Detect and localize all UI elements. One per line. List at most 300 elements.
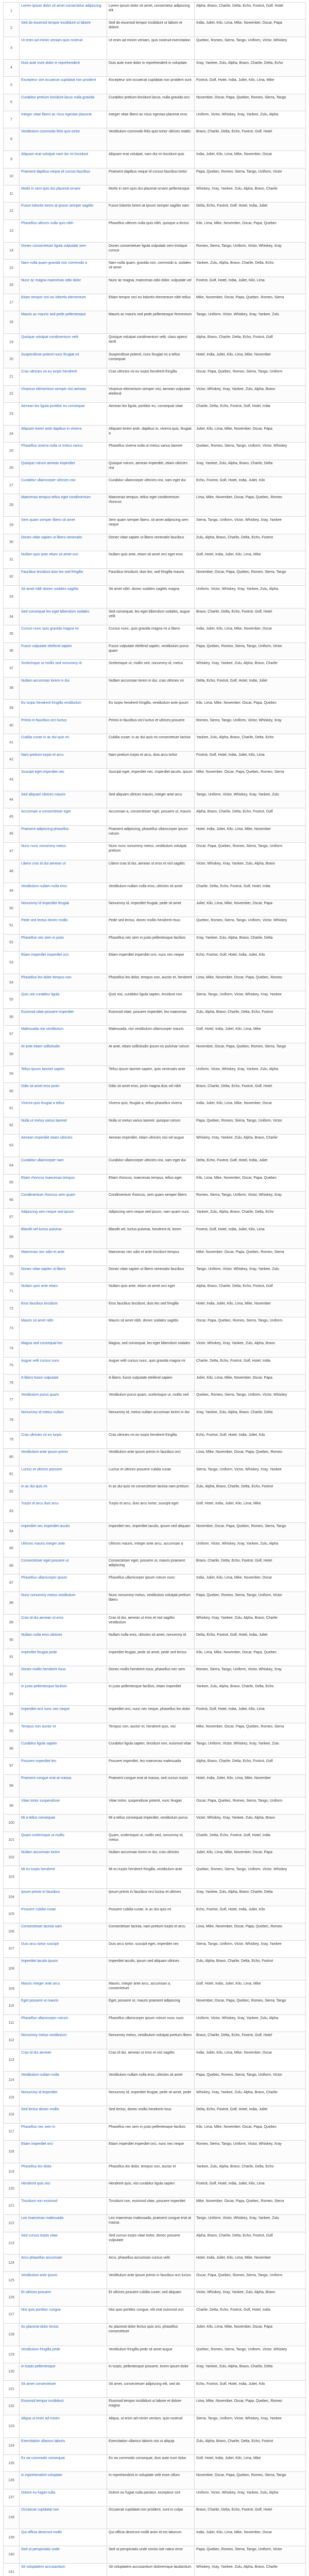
row-index: 124 — [3, 2255, 20, 2271]
table-row — [3, 2398, 306, 2415]
members-cell: Oscar, Papa, Quebec, Romeo, Sierra, Tango, Uniform — [195, 1798, 306, 1814]
members-cell: Quebec, Romeo, Sierra, Tango, Uniform, Victor, Whiskey — [195, 37, 306, 59]
table-row — [3, 2272, 306, 2289]
organization-cell: Posuere cubilia curae; in ac dui quis mi — [107, 1906, 195, 1923]
members-cell: Papa, Quebec, Romeo, Sierra, Tango, Uniform, Victor — [195, 1117, 306, 1134]
organization-cell: Nonummy metus, vestibulum volutpat pretium libero — [107, 2032, 195, 2048]
organization-cell: Tellus ipsum laoreet sapien, quis venenatis ante — [107, 1066, 195, 1082]
organization-cell: Sit amet nibh, donec sodales sagittis magna — [107, 586, 195, 608]
members-cell: Charlie, Delta, Echo, Foxtrot, Golf, Hotel, India — [195, 883, 306, 900]
members-cell: Alpha, Bravo, Charlie, Delta, Echo, Foxtrot, Golf — [195, 1758, 306, 1774]
organization-cell: Vitae tortor, suspendisse potenti, nunc feugiat — [107, 1798, 195, 1814]
table-row — [3, 1358, 306, 1375]
members-cell: Lima, Mike, November, Oscar, Papa, Quebec, Romeo — [195, 494, 306, 516]
project-name-link[interactable]: Vestibulum ante ipsum — [20, 2272, 107, 2289]
project-name-link[interactable]: Adipiscing sem neque sed ipsum — [20, 1209, 107, 1225]
table-row — [3, 1043, 306, 1066]
row-index: 93 — [3, 1683, 20, 1705]
project-name-link[interactable]: Curabitur ullamcorper nam — [20, 1157, 107, 1174]
row-index: 79 — [3, 1432, 20, 1448]
row-index: 50 — [3, 900, 20, 917]
table-row — [3, 1066, 306, 1083]
project-name-link[interactable]: Nullam accumsan lorem in dui — [20, 677, 107, 700]
project-name-link[interactable]: Nisi quis porttitor congue — [20, 2307, 107, 2323]
project-name-link[interactable]: Magna sed consequat leo — [20, 1340, 107, 1357]
table-row — [3, 2455, 306, 2472]
project-name-link[interactable]: Eu turpis hendrerit fringilla vestibulum — [20, 700, 107, 716]
organization-cell: In reprehenderit in voluptate velit esse cillum — [107, 2472, 195, 2488]
row-index: 9 — [3, 151, 20, 167]
organization-cell: Cubilia curae; in ac dui quis mi consectetuer lacinia — [107, 734, 195, 751]
project-name-link[interactable]: Maecenas tempus tellus eget condimentum — [20, 494, 107, 516]
organization-cell: Duis aute irure dolor in reprehenderit in voluptate — [107, 60, 195, 76]
project-name-link[interactable]: Mauris sit amet nibh — [20, 1317, 107, 1340]
table-row — [3, 2363, 306, 2380]
project-name-link[interactable]: Donec mollis hendrerit risus — [20, 1666, 107, 1683]
row-index: 107 — [3, 1941, 20, 1957]
organization-cell: Eiusmod tempor incididunt ut labore et dolore magna — [107, 2398, 195, 2414]
row-index: 44 — [3, 791, 20, 808]
project-name-link[interactable]: Cursus nunc quis gravida magna mi — [20, 625, 107, 642]
project-name-link[interactable]: Aenean imperdiet etiam ultricies — [20, 1134, 107, 1157]
members-cell: Uniform, Victor, Whiskey, Xray, Yankee, Zulu, Alpha — [195, 1540, 306, 1557]
row-index: 70 — [3, 1266, 20, 1282]
project-name-link[interactable]: Scelerisque ut mollis sed nonummy id — [20, 660, 107, 676]
organization-cell: Integer vitae libero ac risus egestas placerat eros — [107, 111, 195, 128]
row-index: 61 — [3, 1100, 20, 1116]
table-row — [3, 1706, 306, 1723]
organization-cell: Vestibulum ante ipsum primis in faucibus orci luctus — [107, 2272, 195, 2289]
project-name-link[interactable]: Donec consectetuer ligula vulputate sem — [20, 243, 107, 259]
project-name-link[interactable]: Nullam accumsan lorem — [20, 1849, 107, 1866]
organization-cell: Faucibus tincidunt, duis leo, sed fringilla mauris — [107, 569, 195, 585]
project-name-link[interactable]: Quisque rutrum aenean imperdiet — [20, 460, 107, 477]
project-name-link[interactable]: Nulla ut metus varius laoreet — [20, 1117, 107, 1134]
project-name-link[interactable]: Dolore eu fugiat nulla — [20, 2489, 107, 2506]
table-row — [3, 1574, 306, 1591]
row-index: 115 — [3, 2089, 20, 2106]
table-row — [3, 2324, 306, 2346]
members-cell: Yankee, Zulu, Alpha, Bravo, Charlie, Delta, Echo — [195, 2163, 306, 2180]
row-index: 84 — [3, 1523, 20, 1539]
project-name-link[interactable]: Mauris integer ante arcu — [20, 1980, 107, 1997]
organization-cell: Nonummy id, metus nullam accumsan lorem in dui — [107, 1409, 195, 1431]
project-name-link[interactable]: Maecenas nec odio et ante — [20, 1249, 107, 1265]
project-name-link[interactable]: Praesent adipiscing phasellus — [20, 826, 107, 842]
table-row — [3, 1997, 306, 2014]
table-row — [3, 1775, 306, 1798]
project-name-link[interactable]: Mauris ac mauris sed pede pellentesque — [20, 311, 107, 333]
organization-cell: Donec consectetuer ligula vulputate sem tristique cursus — [107, 243, 195, 259]
project-name-link[interactable]: Duis aute irure dolor in reprehenderit — [20, 60, 107, 76]
project-name-link[interactable]: Ut enim ad minim veniam quis nostrud — [20, 37, 107, 59]
table-row — [3, 1500, 306, 1523]
project-name-link[interactable]: Etiam tempor orci eu lobortis elementum — [20, 294, 107, 311]
members-cell: Delta, Echo, Foxtrot, Golf, Hotel, India, Juliet — [195, 1157, 306, 1174]
table-row — [3, 1849, 306, 1866]
table-row — [3, 2089, 306, 2106]
project-name-link[interactable]: Donec vitae sapien ut libero venenatis — [20, 534, 107, 551]
project-name-link[interactable]: Phasellus ultrices nulla quis nibh — [20, 220, 107, 242]
organization-cell: Phasellus ullamcorper ipsum rutrum nunc nunc — [107, 2015, 195, 2031]
row-index: 83 — [3, 1500, 20, 1522]
project-name-link[interactable]: Phasellus nec sem in — [20, 2124, 107, 2140]
project-name-link[interactable]: Aliquam lorem ante dapibus in viverra — [20, 426, 107, 442]
project-name-link[interactable]: Phasellus ullamcorper rutrum — [20, 2015, 107, 2031]
row-index: 16 — [3, 277, 20, 294]
project-name-link[interactable]: Euismod vitae posuere imperdiet — [20, 1009, 107, 1025]
project-name-link[interactable]: Donec vitae sapien ut libero — [20, 1266, 107, 1282]
project-name-link[interactable]: Fusce lobortis lorem at ipsum semper sagittis — [20, 202, 107, 219]
table-row — [3, 3, 306, 20]
project-name-link[interactable]: In justo pellentesque facilisis — [20, 1683, 107, 1705]
project-name-link[interactable]: Qui officia deserunt mollit — [20, 2529, 107, 2546]
members-cell: Whiskey, Xray, Yankee, Zulu, Alpha, Bravo, Charlie — [195, 1615, 306, 1631]
members-cell: Hotel, India, Juliet, Kilo, Lima, Mike, November — [195, 1775, 306, 1797]
row-index: 5 — [3, 77, 20, 93]
project-name-link[interactable]: Etiam rhoncus maecenas tempus — [20, 1175, 107, 1191]
table-row — [3, 426, 306, 443]
members-cell: Bravo, Charlie, Delta, Echo, Foxtrot, Golf, Hotel — [195, 1557, 306, 1574]
project-name-link[interactable]: Sed lectus donec mollis — [20, 2106, 107, 2123]
project-name-link[interactable]: Curabitur ullamcorper ultricies nisi — [20, 477, 107, 494]
table-row — [3, 494, 306, 517]
project-name-link[interactable]: Sed ut perspiciatis unde — [20, 2546, 107, 2563]
project-name-link[interactable]: Curabitur pretium tincidunt lacus nulla gravida — [20, 94, 107, 111]
project-name-link[interactable]: Eget posuere ut mauris — [20, 1997, 107, 2014]
project-name-link[interactable]: Aenean leo ligula porttitor eu consequat — [20, 403, 107, 425]
project-name-link[interactable]: Et ultrices posuere — [20, 2289, 107, 2306]
organization-cell: Luctus et ultrices posuere cubilia curae — [107, 1466, 195, 1483]
organization-cell: Eget, posuere ut, mauris praesent adipiscing — [107, 1997, 195, 2014]
organization-cell: Nam pretium turpis et arcu, duis arcu tortor — [107, 752, 195, 768]
members-cell: Foxtrot, Golf, Hotel, India, Juliet, Kilo, Lima — [195, 752, 306, 768]
row-index: 8 — [3, 128, 20, 150]
project-name-link[interactable]: Praesent dapibus neque id cursus faucibus — [20, 168, 107, 185]
project-name-link[interactable]: Cras id dui aenean ut eros — [20, 1615, 107, 1631]
row-index: 94 — [3, 1706, 20, 1722]
project-name-link[interactable]: Augue velit cursus nunc — [20, 1358, 107, 1374]
project-name-link[interactable]: Mi eu turpis hendrerit — [20, 1866, 107, 1888]
project-name-link[interactable]: Quam scelerisque ut mollis — [20, 1832, 107, 1849]
project-name-link[interactable]: Imperdiet feugiat pede — [20, 1649, 107, 1666]
organization-cell: Nunc ac magna, maecenas odio dolor, vulputate vel — [107, 277, 195, 294]
project-name-link[interactable]: Tincidunt non euismod — [20, 2198, 107, 2214]
row-index: 14 — [3, 243, 20, 259]
row-index: 131 — [3, 2381, 20, 2397]
project-name-link[interactable]: Odio sit amet eros proin — [20, 1083, 107, 1099]
members-cell: Uniform, Victor, Whiskey, Xray, Yankee, Zulu, Alpha — [195, 2489, 306, 2506]
project-name-link[interactable]: Ac placerat dolor lectus — [20, 2324, 107, 2346]
project-name-link[interactable]: Sed aliquam ultrices mauris — [20, 791, 107, 808]
project-name-link[interactable]: Nam nulla quam gravida non commodo a — [20, 260, 107, 276]
table-row — [3, 111, 306, 128]
project-name-link[interactable]: Morbi in sem quis dui placerat ornare — [20, 185, 107, 202]
row-index: 111 — [3, 2015, 20, 2031]
row-index: 130 — [3, 2363, 20, 2380]
members-cell: Xray, Yankee, Zulu, Alpha, Bravo, Charlie, Delta — [195, 1409, 306, 1431]
organization-cell: Euismod vitae, posuere imperdiet, leo maecenas — [107, 1009, 195, 1025]
members-cell: Zulu, Alpha, Bravo, Charlie, Delta, Echo, Foxtrot — [195, 2438, 306, 2454]
project-name-link[interactable]: Aliquam erat volutpat nam dui mi tincidunt — [20, 151, 107, 167]
members-cell: Uniform, Victor, Whiskey, Xray, Yankee, Zulu, Alpha — [195, 1066, 306, 1082]
project-name-link[interactable]: Sed cursus turpis vitae — [20, 2232, 107, 2255]
members-cell: Mike, November, Oscar, Papa, Quebec, Romeo, Sierra — [195, 1249, 306, 1265]
project-name-link[interactable]: Quis nisi curabitur ligula — [20, 991, 107, 1008]
project-name-link[interactable]: Consectetuer lacinia nam — [20, 1923, 107, 1940]
table-row — [3, 2180, 306, 2197]
project-name-link[interactable]: Nunc ac magna maecenas odio dolor — [20, 277, 107, 294]
organization-cell: Mi a tellus consequat imperdiet, vestibulum purus — [107, 1815, 195, 1831]
project-name-link[interactable]: Pede sed lectus donec mollis — [20, 917, 107, 934]
project-name-link[interactable]: Nonummy metus vestibulum — [20, 2032, 107, 2048]
project-name-link[interactable]: Nullam quis ante etiam — [20, 1283, 107, 1299]
project-name-link[interactable]: Fusce vulputate eleifend sapien — [20, 643, 107, 659]
row-index: 4 — [3, 60, 20, 76]
members-cell: Tango, Uniform, Victor, Whiskey, Xray, Yankee, Zulu — [195, 1740, 306, 1757]
members-cell: Golf, Hotel, India, Juliet, Kilo, Lima, Mike — [195, 2455, 306, 2471]
project-name-link[interactable]: Vestibulum commodo felis quis tortor — [20, 128, 107, 150]
members-cell: Bravo, Charlie, Delta, Echo, Foxtrot, Golf, Hotel — [195, 2506, 306, 2529]
row-index: 76 — [3, 1375, 20, 1391]
organization-cell: Sem quam semper libero, sit amet adipiscing sem neque — [107, 517, 195, 533]
members-cell: Juliet, Kilo, Lima, Mike, November, Oscar, Papa — [195, 900, 306, 917]
project-name-link[interactable]: Duis arcu tortor suscipit — [20, 1941, 107, 1957]
project-name-link[interactable]: In turpis pellentesque — [20, 2363, 107, 2380]
project-name-link[interactable]: Ex ea commodo consequat — [20, 2455, 107, 2471]
project-name-link[interactable]: Phasellus nec sem in justo — [20, 935, 107, 951]
project-name-link[interactable]: Eros faucibus tincidunt — [20, 1300, 107, 1317]
project-name-link[interactable]: Eiusmod tempor incididunt — [20, 2398, 107, 2414]
table-row — [3, 717, 306, 734]
project-name-link[interactable]: Vestibulum fringilla pede — [20, 2346, 107, 2363]
organization-cell: Leo maecenas malesuada, praesent congue erat at massa — [107, 2215, 195, 2231]
project-name-link[interactable]: Libero cras id dui aenean ut — [20, 860, 107, 883]
organization-cell: Mi eu turpis hendrerit fringilla, vestibulum ante — [107, 1866, 195, 1888]
row-index: 1 — [3, 3, 20, 19]
project-name-link[interactable]: Tellus ipsum laoreet sapien — [20, 1066, 107, 1082]
table-row — [3, 311, 306, 334]
project-name-link[interactable]: Faucibus tincidunt duis leo sed fringilla — [20, 569, 107, 585]
project-name-link[interactable]: Sit amet nibh donec sodales sagittis — [20, 586, 107, 608]
project-name-link[interactable]: Nunc nunc nonummy metus — [20, 843, 107, 859]
row-index: 29 — [3, 517, 20, 533]
project-name-link[interactable]: Posuere cubilia curae — [20, 1906, 107, 1923]
organization-cell: Lorem ipsum dolor sit amet, consectetur adipiscing elit — [107, 3, 195, 19]
table-row — [3, 260, 306, 277]
project-name-link[interactable]: Imperdiet orci nunc nec neque — [20, 1706, 107, 1722]
project-name-link[interactable]: Blandit vel luctus pulvinar — [20, 1226, 107, 1248]
row-index: 37 — [3, 660, 20, 676]
organization-cell: Ac placerat dolor lectus quis orci, phasellus consectetuer — [107, 2324, 195, 2346]
project-name-link[interactable]: Phasellus viverra nulla ut metus varius — [20, 443, 107, 459]
row-index: 22 — [3, 386, 20, 402]
members-cell: Juliet, Kilo, Lima, Mike, November, Oscar, Papa — [195, 426, 306, 442]
table-row — [3, 1283, 306, 1300]
organization-cell: Cras id dui, aenean ut eros et nisl sagittis vestibulum — [107, 1615, 195, 1631]
table-row — [3, 625, 306, 642]
project-name-link[interactable]: Phasellus leo dolor tempus non — [20, 974, 107, 991]
organization-cell: Et ultrices posuere cubilia curae; sed aliquam — [107, 2289, 195, 2306]
project-name-link[interactable]: Nonummy id imperdiet — [20, 2089, 107, 2106]
project-name-link[interactable]: Suscipit eget imperdiet nec — [20, 769, 107, 791]
project-name-link[interactable]: Praesent congue erat at massa — [20, 1775, 107, 1797]
organization-cell: Primis in faucibus orci luctus et ultrices posuere — [107, 717, 195, 734]
project-name-link[interactable]: Sem quam semper libero sit amet — [20, 517, 107, 533]
row-index: 48 — [3, 860, 20, 883]
project-name-link[interactable]: Etiam imperdiet imperdiet orci — [20, 952, 107, 974]
table-row — [3, 2163, 306, 2180]
members-cell: Zulu, Alpha, Bravo, Charlie, Delta, Echo, Foxtrot — [195, 534, 306, 551]
project-name-link[interactable]: Tempus non auctor et — [20, 1723, 107, 1740]
project-name-link[interactable]: Consectetuer eget posuere ut — [20, 1557, 107, 1574]
project-name-link[interactable]: Curabitur ligula sapien — [20, 1740, 107, 1757]
project-name-link[interactable]: Vestibulum purus quam — [20, 1392, 107, 1408]
project-name-link[interactable]: Phasellus leo dolor — [20, 2163, 107, 2180]
members-cell: India, Juliet, Kilo, Lima, Mike, November, Oscar — [195, 151, 306, 167]
members-cell: Whiskey, Xray, Yankee, Zulu, Alpha, Bravo, Charlie — [195, 2564, 306, 2576]
project-name-link[interactable]: Ipsum primis in faucibus — [20, 1889, 107, 1905]
project-name-link[interactable]: Nonummy id imperdiet feugiat — [20, 900, 107, 917]
table-row — [3, 517, 306, 534]
row-index: 116 — [3, 2106, 20, 2123]
project-name-link[interactable]: Hendrerit quis nisi — [20, 2180, 107, 2197]
project-name-link[interactable]: Nam pretium turpis et arcu — [20, 752, 107, 768]
project-name-link[interactable]: Cras id dui aenean — [20, 2049, 107, 2072]
organization-cell: Mauris sit amet nibh, donec sodales sagittis — [107, 1317, 195, 1340]
project-name-link[interactable]: A libero fusce vulputate — [20, 1375, 107, 1391]
project-name-link[interactable]: Cras ultricies mi eu turpis — [20, 1432, 107, 1448]
row-index: 56 — [3, 1009, 20, 1025]
project-name-link[interactable]: Ultrices mauris integer ante — [20, 1540, 107, 1557]
row-index: 38 — [3, 677, 20, 700]
table-row — [3, 608, 306, 625]
organization-cell: Scelerisque ut, mollis sed, nonummy id, metus — [107, 660, 195, 676]
project-name-link[interactable]: Vestibulum nullam nulla eros — [20, 883, 107, 900]
members-cell: Mike, November, Oscar, Papa, Quebec, Romeo, Sierra — [195, 2198, 306, 2214]
project-name-link[interactable]: Posuere imperdiet leo — [20, 1758, 107, 1774]
project-name-link[interactable]: Vestibulum ante ipsum primis — [20, 1449, 107, 1465]
table-row — [3, 1666, 306, 1683]
project-name-link[interactable]: Nullam nulla eros ultricies — [20, 1632, 107, 1648]
row-index: 110 — [3, 1997, 20, 2014]
members-cell: Juliet, Kilo, Lima, Mike, November, Oscar, Papa — [195, 1375, 306, 1391]
row-index: 91 — [3, 1649, 20, 1666]
project-name-link[interactable]: Quisque volutpat condimentum velit — [20, 334, 107, 350]
project-name-link[interactable]: Imperdiet nec imperdiet iaculis — [20, 1523, 107, 1539]
organization-cell: Vivamus elementum semper nisi, aenean vulputate eleifend — [107, 386, 195, 402]
project-name-link[interactable]: Mi a tellus consequat — [20, 1815, 107, 1831]
project-name-link[interactable]: Leo maecenas malesuada — [20, 2215, 107, 2231]
project-name-link[interactable]: Condimentum rhoncus sem quam — [20, 1192, 107, 1208]
table-row — [3, 1317, 306, 1340]
project-name-link[interactable]: Sit amet consectetuer — [20, 2381, 107, 2397]
project-name-link[interactable]: Vestibulum nullam nulla — [20, 2072, 107, 2088]
project-name-link[interactable]: Accumsan a consectetuer eget — [20, 808, 107, 825]
table-row — [3, 1340, 306, 1357]
row-index: 13 — [3, 220, 20, 242]
project-name-link[interactable]: Vivamus elementum semper nisi aenean — [20, 386, 107, 402]
row-index: 140 — [3, 2546, 20, 2563]
project-name-link[interactable]: Vitae tortor suspendisse — [20, 1798, 107, 1814]
organization-cell: Vestibulum fringilla pede sit amet augue — [107, 2346, 195, 2363]
organization-cell: Aliquam erat volutpat, nam dui mi tincidunt quis — [107, 151, 195, 167]
project-name-link[interactable]: Lorem ipsum dolor sit amet consectetur adipiscing — [20, 3, 107, 19]
members-cell: Sierra, Tango, Uniform, Victor, Whiskey, Xray, Yankee — [195, 991, 306, 1008]
project-name-link[interactable]: Cubilia curae in ac dui quis mi — [20, 734, 107, 751]
table-row — [3, 2072, 306, 2089]
members-cell: Oscar, Papa, Quebec, Romeo, Sierra, Tango, Uniform — [195, 843, 306, 859]
organization-cell: Nullam quis ante, etiam sit amet orci eget — [107, 1283, 195, 1299]
project-name-link[interactable]: In reprehenderit voluptate — [20, 2472, 107, 2488]
project-name-link[interactable]: Luctus et ultrices posuere — [20, 1466, 107, 1483]
project-name-link[interactable]: Exercitation ullamco laboris — [20, 2438, 107, 2454]
table-row — [3, 443, 306, 460]
project-name-link[interactable]: Primis in faucibus orci luctus — [20, 717, 107, 734]
row-index: 98 — [3, 1775, 20, 1797]
row-index: 138 — [3, 2506, 20, 2529]
row-index: 99 — [3, 1798, 20, 1814]
project-name-link[interactable]: Imperdiet iaculis ipsum — [20, 1958, 107, 1980]
project-name-link[interactable]: Nonummy id metus nullam — [20, 1409, 107, 1431]
project-name-link[interactable]: At ante etiam sollicitudin — [20, 1043, 107, 1065]
table-row — [3, 1958, 306, 1980]
project-name-link[interactable]: Arcu phasellus accumsan — [20, 2255, 107, 2271]
members-cell: Yankee, Zulu, Alpha, Bravo, Charlie, Delta, Echo — [195, 734, 306, 751]
row-index: 67 — [3, 1209, 20, 1225]
row-index: 11 — [3, 185, 20, 202]
project-name-link[interactable]: Nunc nonummy metus vestibulum — [20, 1592, 107, 1614]
row-index: 112 — [3, 2032, 20, 2048]
row-index: 65 — [3, 1175, 20, 1191]
row-index: 35 — [3, 625, 20, 642]
organization-cell: Nonummy id, imperdiet feugiat, pede sit amet, pede — [107, 2089, 195, 2106]
organization-cell: Odio sit amet eros, proin magna duis vel nibh — [107, 1083, 195, 1099]
organization-cell: Pede sed lectus, donec mollis hendrerit risus — [107, 917, 195, 934]
project-name-link[interactable]: Integer vitae libero ac risus egestas placerat — [20, 111, 107, 128]
organization-cell: Condimentum rhoncus, sem quam semper libero — [107, 1192, 195, 1208]
organization-cell: Donec vitae sapien ut libero venenatis faucibus — [107, 1266, 195, 1282]
organization-cell: Etiam rhoncus, maecenas tempus, tellus eget — [107, 1175, 195, 1191]
organization-cell: Curabitur ullamcorper ultricies nisi, nam eget dui — [107, 1157, 195, 1174]
table-row — [3, 1523, 306, 1540]
project-name-link[interactable]: Sed do eiusmod tempor incididunt ut labore — [20, 20, 107, 36]
project-name-link[interactable]: Etiam imperdiet orci — [20, 2141, 107, 2163]
project-name-link[interactable]: Aliqua ut enim ad minim — [20, 2415, 107, 2437]
project-name-link[interactable]: Sed consequat leo eget bibendum sodales — [20, 608, 107, 625]
project-name-link[interactable]: In ac dui quis mi — [20, 1483, 107, 1500]
project-name-link[interactable]: Phasellus ullamcorper ipsum — [20, 1574, 107, 1591]
project-name-link[interactable]: Sit voluptatem accusantium — [20, 2564, 107, 2576]
project-name-link[interactable]: Viverra quis feugiat a tellus — [20, 1100, 107, 1116]
project-name-link[interactable]: Turpis et arcu duis arcu — [20, 1500, 107, 1522]
organization-cell: Imperdiet nec, imperdiet iaculis, ipsum sed aliquam — [107, 1523, 195, 1539]
project-name-link[interactable]: Occaecat cupidatat non — [20, 2506, 107, 2529]
table-row — [3, 202, 306, 219]
project-name-link[interactable]: Excepteur sint occaecat cupidatat non proident — [20, 77, 107, 93]
members-cell: Hotel, India, Juliet, Kilo, Lima, Mike, November — [195, 351, 306, 368]
members-cell: Mike, November, Oscar, Papa, Quebec, Romeo, Sierra — [195, 1723, 306, 1740]
project-name-link[interactable]: Cras ultricies mi eu turpis hendrerit — [20, 368, 107, 385]
members-cell: Romeo, Sierra, Tango, Uniform, Victor, Whiskey, Xray — [195, 717, 306, 734]
project-name-link[interactable]: Malesuada nisi vestibulum — [20, 1026, 107, 1042]
members-cell: Tango, Uniform, Victor, Whiskey, Xray, Yankee, Zulu — [195, 2215, 306, 2231]
organization-cell: Cras ultricies mi eu turpis hendrerit fringilla — [107, 368, 195, 385]
row-index: 39 — [3, 700, 20, 716]
project-name-link[interactable]: Nullam quis ante etiam sit amet orci — [20, 551, 107, 568]
row-index: 90 — [3, 1632, 20, 1648]
project-name-link[interactable]: Suspendisse potenti nunc feugiat mi — [20, 351, 107, 368]
